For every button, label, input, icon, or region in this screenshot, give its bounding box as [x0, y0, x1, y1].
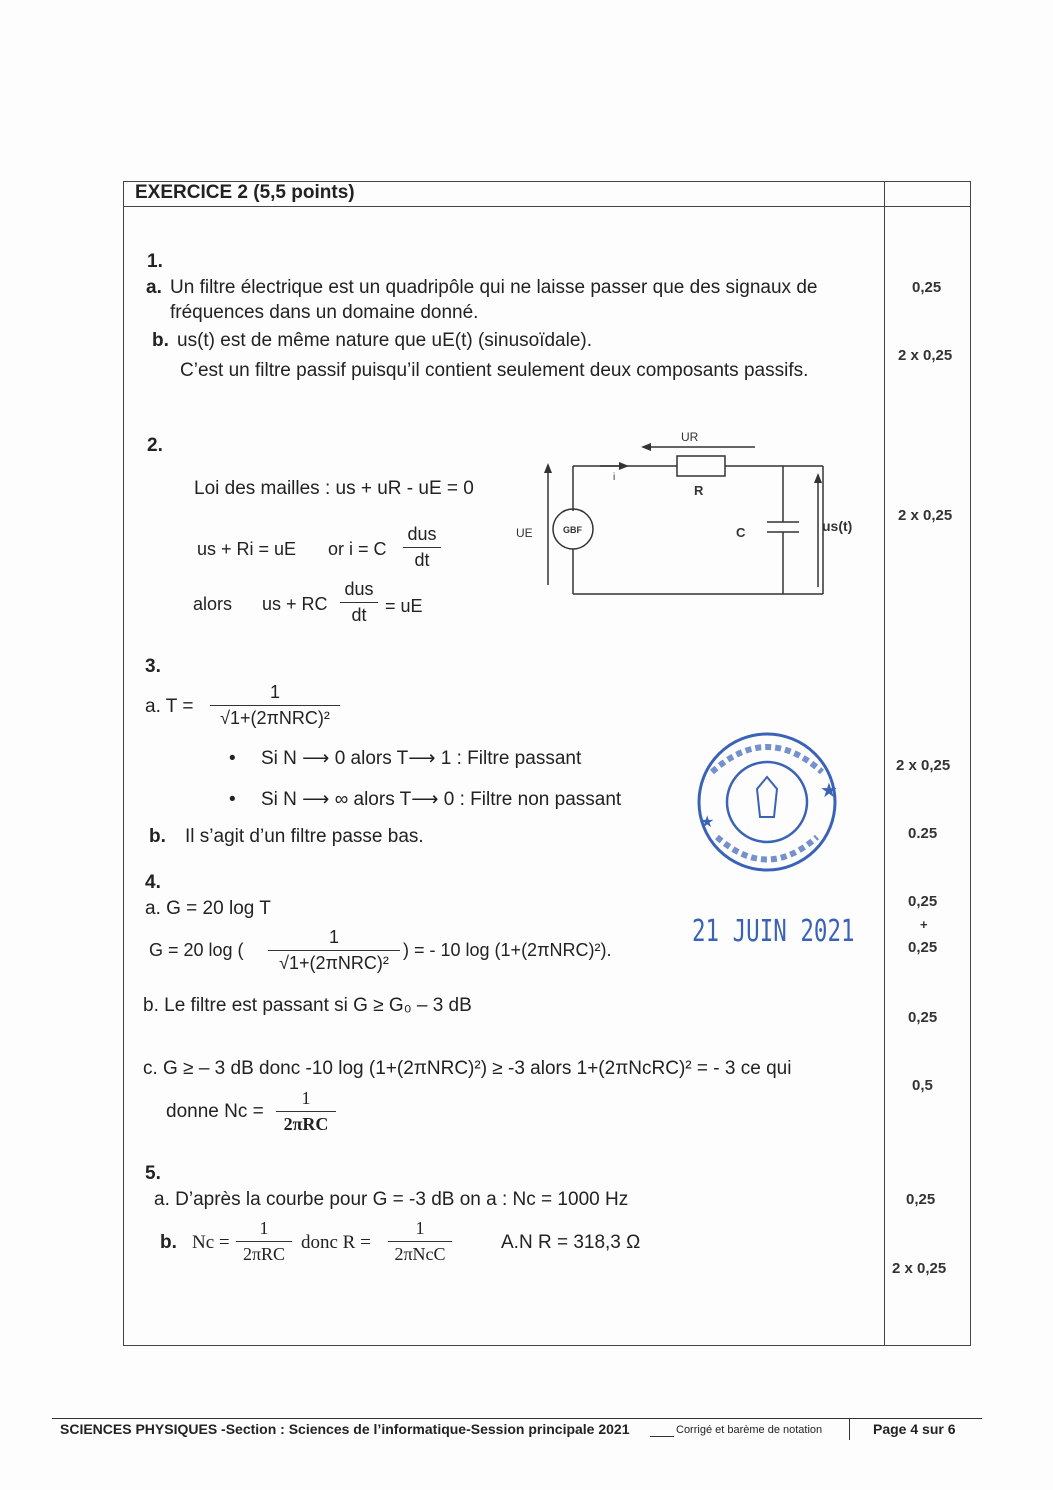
rc-circuit-diagram: [505, 425, 865, 600]
q3-b-text: Il s’agit d’un filtre passe bas.: [185, 826, 424, 847]
stamp-star: ★: [820, 778, 838, 802]
fraction-bar: [388, 1241, 452, 1242]
q5-frac1-num: 1: [259, 1218, 269, 1238]
circuit-label-ue: UE: [516, 526, 533, 540]
circuit-label-us: us(t): [822, 518, 853, 534]
circuit-label-ur: UR: [681, 430, 699, 444]
q3-fraction: [210, 682, 340, 729]
q5-a-text: a. D’après la courbe pour G = -3 dB on a : Nc = 1000 Hz: [154, 1189, 629, 1210]
q4-c-frac-den: 2πRC: [283, 1114, 329, 1134]
q5-frac2-num: 1: [415, 1218, 425, 1238]
q3-frac-den: √1+(2πNRC)²: [220, 708, 330, 728]
q2-fraction-2: [340, 579, 378, 626]
q2-eq1-left: us + Ri = uE: [197, 539, 297, 559]
current-arrowhead: [619, 462, 629, 470]
q4-number: 4.: [145, 872, 161, 893]
q1-a-line1: Un filtre électrique est un quadripôle qui ne laisse passer que des signaux de: [170, 277, 818, 298]
q1-a-label: a.: [146, 277, 162, 298]
mark-q4a-1: 0,25: [908, 893, 938, 910]
q1-a-line2: fréquences dans un domaine donné.: [170, 302, 479, 323]
q5-b-donc: donc R =: [301, 1232, 371, 1253]
mark-q4c: 0,5: [912, 1077, 933, 1094]
stamp-star: ★: [700, 812, 715, 831]
q5-frac2-den: 2πNcC: [394, 1244, 446, 1264]
q4-c-text: c. G ≥ – 3 dB donc -10 log (1+(2πNRC)²) ≥ -3 alors 1+(2πNcRC)² = - 3 ce qui: [143, 1058, 792, 1079]
mark-q1a: 0,25: [912, 279, 942, 296]
q3-a-label: a. T =: [145, 696, 194, 717]
q2-eq2-right: = uE: [385, 596, 423, 616]
mark-q4a-2: 0,25: [908, 939, 938, 956]
fraction-bar: [236, 1241, 292, 1242]
ur-arrowhead: [641, 443, 651, 451]
mark-q4a-plus: +: [920, 917, 928, 932]
q1-b-line1: us(t) est de même nature que uE(t) (sinusoïdale).: [177, 330, 593, 351]
footer-rule: [52, 1418, 982, 1419]
bullet-dot: •: [229, 748, 236, 769]
q2-eq2-left: us + RC: [262, 594, 328, 614]
mark-q3b: 0.25: [908, 825, 938, 842]
q2-loi-des-mailles: Loi des mailles : us + uR - uE = 0: [194, 478, 474, 499]
fraction-bar: [403, 547, 441, 548]
official-stamp: [692, 727, 842, 877]
mark-q5b: 2 x 0,25: [892, 1260, 947, 1277]
stamp-outer-ring: [699, 734, 835, 870]
circuit-label-r: R: [694, 483, 704, 498]
q4-g-right: ) = - 10 log (1+(2πNRC)²).: [403, 940, 612, 960]
stamp-lettering-top: [712, 747, 822, 772]
q2-frac1-num: dus: [407, 524, 437, 544]
q3-b-label: b.: [149, 826, 166, 847]
q4-fraction: [268, 927, 400, 974]
resistor: [677, 456, 725, 476]
q4-c-fraction: [276, 1088, 336, 1135]
q2-frac2-num: dus: [344, 579, 374, 599]
q5-fraction-2: [388, 1218, 452, 1265]
table-header-divider: [123, 206, 971, 207]
ue-arrowhead: [544, 463, 552, 473]
mark-q3a: 2 x 0,25: [896, 757, 951, 774]
footer-middle: Corrigé et barème de notation: [676, 1424, 823, 1436]
fraction-bar: [268, 950, 400, 951]
q4-a-text: a. G = 20 log T: [145, 898, 271, 919]
q5-b-label: b.: [160, 1232, 177, 1253]
q2-alors: alors: [193, 594, 233, 614]
q5-b-nc: Nc =: [192, 1232, 230, 1253]
q2-frac2-den: dt: [351, 605, 367, 625]
q4-g-left: G = 20 log (: [149, 940, 244, 960]
q3-frac-num: 1: [269, 682, 280, 702]
q5-number: 5.: [145, 1163, 161, 1184]
footer-underline: [650, 1436, 674, 1437]
q1-b-label: b.: [152, 330, 169, 351]
q2-fraction-1: [403, 524, 441, 571]
q1-b-line2: C’est un filtre passif puisqu’il contient seulement deux composants passifs.: [180, 360, 809, 381]
q2-number: 2.: [147, 435, 163, 456]
q5-frac1-den: 2πRC: [242, 1244, 286, 1264]
mark-q4b: 0,25: [908, 1009, 938, 1026]
q4-c-donne: donne Nc =: [166, 1101, 264, 1122]
footer-separator: [849, 1418, 850, 1440]
q4-b-text: b. Le filtre est passant si G ≥ G₀ – 3 dB: [143, 995, 472, 1016]
fraction-bar: [340, 602, 378, 603]
circuit-label-gbf: GBF: [563, 525, 582, 535]
q3-bullet-2: Si N ⟶ ∞ alors T⟶ 0 : Filtre non passant: [261, 789, 622, 810]
q3-bullet-1: Si N ⟶ 0 alors T⟶ 1 : Filtre passant: [261, 748, 582, 769]
stamp-lettering-bottom: [717, 837, 817, 860]
stamp-emblem: [757, 777, 777, 817]
mark-q2: 2 x 0,25: [898, 507, 953, 524]
q2-eq1-or: or i = C: [328, 539, 387, 559]
fraction-bar: [210, 705, 340, 706]
mark-q5a: 0,25: [906, 1191, 936, 1208]
exercise-title: EXERCICE 2 (5,5 points): [135, 182, 355, 203]
q1-number: 1.: [147, 251, 163, 272]
q5-b-application: A.N R = 318,3 Ω: [501, 1232, 641, 1253]
us-arrowhead: [814, 473, 822, 483]
q3-number: 3.: [145, 656, 161, 677]
bullet-dot: •: [229, 789, 236, 810]
q4-frac-den: √1+(2πNRC)²: [279, 953, 389, 973]
circuit-label-i: i: [613, 472, 616, 483]
mark-q1b: 2 x 0,25: [898, 347, 953, 364]
footer-left: SCIENCES PHYSIQUES -Section : Sciences de l’informatique-Session principale 2021: [60, 1421, 630, 1437]
circuit-label-c: C: [736, 525, 746, 540]
q5-fraction-1: [236, 1218, 292, 1265]
q4-c-frac-num: 1: [301, 1088, 311, 1108]
fraction-bar: [276, 1111, 336, 1112]
stamp-date: 21 JUIN 2021: [692, 914, 855, 949]
stamp-inner-ring: [727, 762, 807, 842]
q2-frac1-den: dt: [414, 550, 430, 570]
footer-page-number: Page 4 sur 6: [873, 1421, 956, 1437]
marks-column-divider: [884, 181, 885, 1346]
q4-frac-num: 1: [328, 927, 339, 947]
